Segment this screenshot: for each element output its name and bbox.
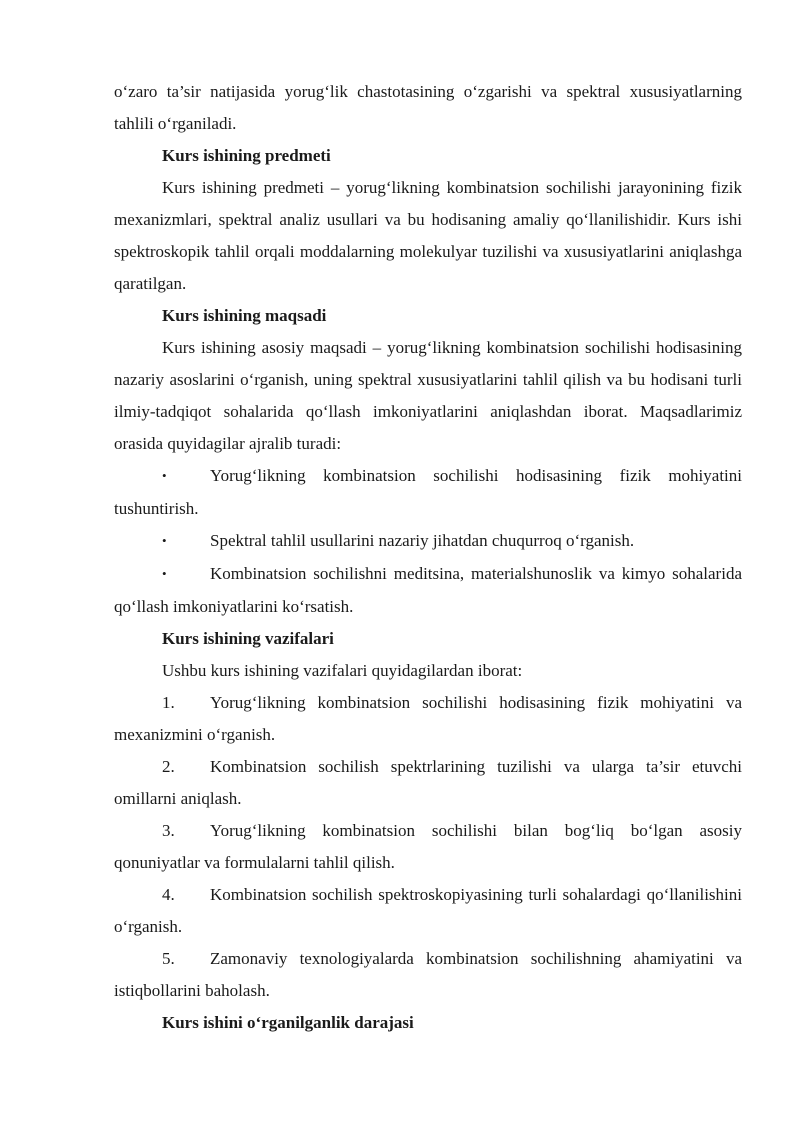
vazifa-intro: Ushbu kurs ishining vazifalari quyidagilardan iborat: bbox=[162, 661, 523, 680]
bullet-text: Spektral tahlil usullarini nazariy jihatdan chuqurroq o‘rganish. bbox=[210, 531, 635, 550]
tasks-numbered-list bbox=[114, 687, 742, 1007]
list-item bbox=[114, 815, 742, 879]
list-item bbox=[114, 525, 742, 558]
maqsad-heading: Kurs ishining maqsadi bbox=[162, 306, 327, 325]
daraja-heading: Kurs ishini o‘rganilganlik darajasi bbox=[162, 1013, 414, 1032]
list-number: 4. bbox=[162, 885, 175, 904]
intro-continuation: o‘zaro ta’sir natijasida yorug‘lik chastotasining o‘zgarishi va spektral xususiyatlarning tahlili o‘rganiladi. bbox=[114, 82, 742, 133]
bullet-text: Kombinatsion sochilishni meditsina, materialshunoslik va kimyo sohalarida qo‘llash imkoniyatlarini ko‘rsatish. bbox=[114, 564, 742, 616]
list-item bbox=[114, 879, 742, 943]
bullet-icon: • bbox=[162, 468, 167, 483]
task-text: Yorug‘likning kombinatsion sochilishi bilan bog‘liq bo‘lgan asosiy qonuniyatlar va formulalarni tahlil qilish. bbox=[114, 821, 742, 872]
task-text: Kombinatsion sochilish spektrlarining tuzilishi va ularga ta’sir etuvchi omillarni aniqlash. bbox=[114, 757, 742, 808]
list-item bbox=[114, 460, 742, 525]
list-item bbox=[114, 687, 742, 751]
bullet-icon: • bbox=[162, 566, 167, 581]
bullet-text: Yorug‘likning kombinatsion sochilishi hodisasining fizik mohiyatini tushuntirish. bbox=[114, 466, 742, 518]
list-number: 2. bbox=[162, 757, 175, 776]
vazifa-heading: Kurs ishining vazifalari bbox=[162, 629, 334, 648]
predmet-heading: Kurs ishining predmeti bbox=[162, 146, 331, 165]
list-number: 3. bbox=[162, 821, 175, 840]
maqsad-paragraph: Kurs ishining asosiy maqsadi – yorug‘likning kombinatsion sochilishi hodisasining nazariy asoslarini o‘rganish, uning spektral xususiyatlarini tahlil qilish va bu hodisani turli ilmiy-tadqiqot sohalarida qo‘llash imkoniyatlarini aniqlashdan iborat. Maqsadlarimiz orasida quyidagilar ajralib turadi: bbox=[114, 338, 742, 453]
list-number: 5. bbox=[162, 949, 175, 968]
predmet-paragraph: Kurs ishining predmeti – yorug‘likning kombinatsion sochilishi jarayonining fizik mexanizmlari, spektral analiz usullari va bu hodisaning amaliy qo‘llanilishidir. Kurs ishi spektroskopik tahlil orqali moddalarning molekulyar tuzilishi va xususiyatlarini aniqlashga qaratilgan. bbox=[114, 178, 742, 293]
task-text: Yorug‘likning kombinatsion sochilishi hodisasining fizik mohiyatini va mexanizmini o‘rganish. bbox=[114, 693, 742, 744]
task-text: Zamonaviy texnologiyalarda kombinatsion sochilishning ahamiyatini va istiqbollarini baholash. bbox=[114, 949, 742, 1000]
list-item bbox=[114, 751, 742, 815]
task-text: Kombinatsion sochilish spektroskopiyasining turli sohalardagi qo‘llanilishini o‘rganish. bbox=[114, 885, 742, 936]
goals-bullet-list bbox=[114, 460, 742, 623]
document-page bbox=[114, 76, 742, 1039]
list-item bbox=[114, 558, 742, 623]
list-item bbox=[114, 943, 742, 1007]
bullet-icon: • bbox=[162, 533, 167, 548]
list-number: 1. bbox=[162, 693, 175, 712]
